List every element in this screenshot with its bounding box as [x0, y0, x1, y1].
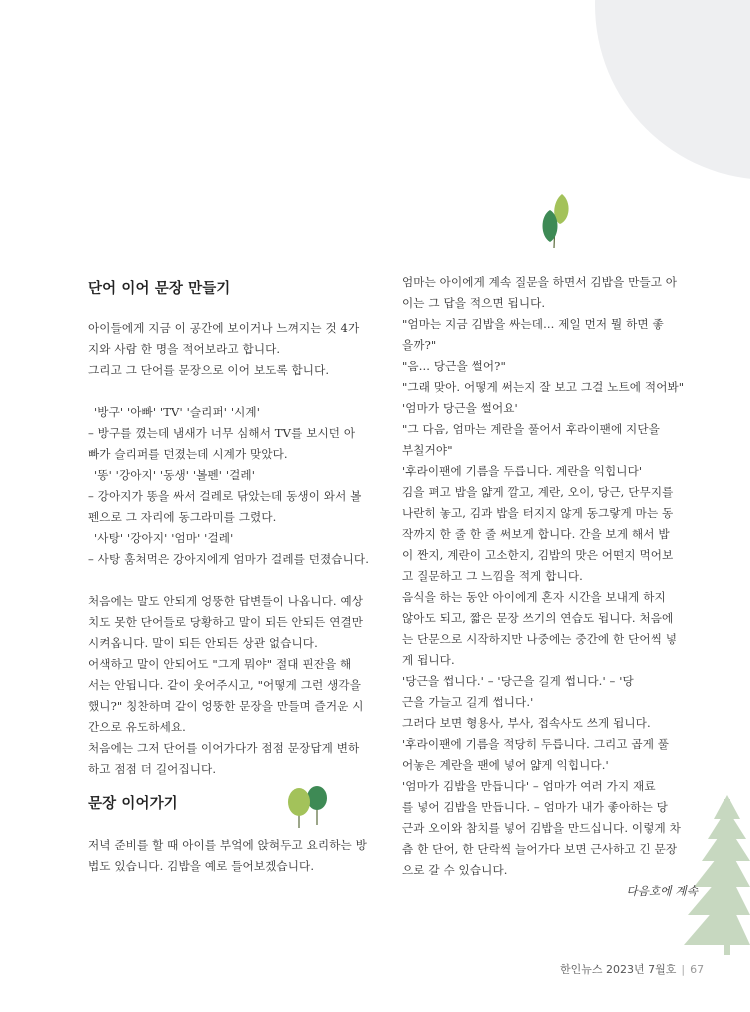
publication-name: 한인뉴스 2023년 7월호: [560, 963, 677, 976]
paragraph-line: 않아도 되고, 짧은 문장 쓰기의 연습도 됩니다. 처음에: [402, 611, 674, 625]
example-sentence: – 사탕 훔쳐먹은 강아지에게 엄마가 걸레를 던졌습니다.: [88, 552, 369, 566]
paragraph-line: '엄마가 김밥을 만듭니다' – 엄마가 여러 가지 재료: [402, 779, 656, 793]
paragraph-line: '후라이팬에 기름을 적당히 두릅니다. 그리고 곱게 풀: [402, 737, 670, 751]
example-words: '방구' '아빠' 'TV' '슬리퍼' '시계': [94, 405, 261, 419]
paragraph-line: 처음에는 말도 안되게 엉뚱한 답변들이 나옵니다. 예상: [88, 594, 364, 608]
example-words: '똥' '강아지' '동생' '볼펜' '걸레': [94, 468, 256, 482]
paragraph-line: 시켜옵니다. 말이 되든 안되든 상관 없습니다.: [88, 636, 318, 650]
example-words: '사탕' '강아지' '엄마' '걸레': [94, 531, 234, 545]
section-heading-continue-sentence: 문장 이어가기: [88, 796, 178, 812]
paragraph-line: 하고 점점 더 길어집니다.: [88, 762, 217, 776]
page-number: 67: [690, 963, 705, 976]
paragraph-line: 법도 있습니다. 김밥을 예로 들어보겠습니다.: [88, 859, 315, 873]
paragraph-line: 간으로 유도하세요.: [88, 720, 186, 734]
paragraph-line: 했니?" 칭찬하며 같이 엉뚱한 문장을 만들며 즐거운 시: [88, 699, 364, 713]
paragraph-line: 김을 펴고 밥을 얇게 깔고, 계란, 오이, 당근, 단무지를: [402, 485, 674, 499]
paragraph-line: 이는 그 답을 적으면 됩니다.: [402, 296, 546, 310]
example-sentence: 빠가 슬리퍼를 던졌는데 시계가 맞았다.: [88, 447, 288, 461]
paragraph-line: 나란히 놓고, 김과 밥을 터지지 않게 동그랗게 마는 동: [402, 506, 674, 520]
paragraph-line: 음식을 하는 동안 아이에게 혼자 시간을 보내게 하지: [402, 590, 666, 604]
paragraph-line: "엄마는 지금 김밥을 싸는데... 제일 먼저 뭘 하면 좋: [402, 317, 664, 331]
section-heading-word-sentence: 단어 이어 문장 만들기: [88, 281, 231, 297]
paragraph-line: 츰 한 단어, 한 단락씩 늘어가다 보면 근사하고 긴 문장: [402, 842, 678, 856]
paragraph-line: 게 됩니다.: [402, 653, 455, 667]
paragraph-line: 을까?": [402, 338, 437, 352]
paragraph-line: 근을 가늘고 길게 썹니다.': [402, 695, 534, 709]
paragraph-line: 는 단문으로 시작하지만 나중에는 중간에 한 단어씩 넣: [402, 632, 678, 646]
paragraph-line: '후라이팬에 기름을 두릅니다. 계란을 익힙니다': [402, 464, 643, 478]
right-column: [402, 272, 698, 902]
to-be-continued: 다음호에 계속: [626, 884, 698, 898]
paragraph-line: 작까지 한 줄 한 줄 써보게 합니다. 간을 보게 해서 밥: [402, 527, 670, 541]
example-sentence: – 강아지가 똥을 싸서 걸레로 닦았는데 동생이 와서 볼: [88, 489, 362, 503]
page-footer: [560, 961, 704, 977]
example-sentence: – 방구를 꼈는데 냄새가 너무 심해서 TV를 보시던 아: [88, 426, 356, 440]
paragraph-line: '당근을 썹니다.' – '당근을 길게 썹니다.' – '당: [402, 674, 634, 688]
paragraph-line: "그 다음, 엄마는 계란을 풀어서 후라이팬에 지단을: [402, 422, 660, 436]
footer-separator: |: [681, 963, 686, 976]
paragraph-line: 부칠거야": [402, 443, 453, 457]
decorative-circle: [595, 0, 750, 180]
left-column: [88, 266, 378, 877]
paragraph-line: 어색하고 말이 안되어도 "그게 뭐야" 절대 핀잔을 해: [88, 657, 352, 671]
example-sentence: 펜으로 그 자리에 동그라미를 그렸다.: [88, 510, 277, 524]
paragraph-line: '엄마가 당근을 썰어요': [402, 401, 518, 415]
paragraph-line: 어놓은 계란을 팬에 넣어 얇게 익힙니다.': [402, 758, 609, 772]
paragraph-line: 근과 오이와 참치를 넣어 김밥을 만드십니다. 이렇게 차: [402, 821, 681, 835]
paragraph-line: "음... 당근을 썰어?": [402, 359, 506, 373]
paragraph-line: "그래 맞아. 어떻게 써는지 잘 보고 그걸 노트에 적어봐": [402, 380, 685, 394]
paragraph-line: 지와 사람 한 명을 적어보라고 합니다.: [88, 342, 281, 356]
paragraph-line: 서는 안됩니다. 같이 웃어주시고, "어떻게 그런 생각을: [88, 678, 362, 692]
paragraph-line: 그러다 보면 형용사, 부사, 접속사도 쓰게 됩니다.: [402, 716, 651, 730]
paragraph-line: 저녁 준비를 할 때 아이를 부엌에 앉혀두고 요리하는 방: [88, 838, 367, 852]
paragraph-line: 이 짠지, 계란이 고소한지, 김밥의 맛은 어떤지 먹어보: [402, 548, 674, 562]
paragraph-line: 치도 못한 단어들로 당황하고 말이 되든 안되든 연결만: [88, 615, 364, 629]
paragraph-line: 처음에는 그저 단어를 이어가다가 점점 문장답게 변하: [88, 741, 360, 755]
paragraph-line: 를 넣어 김밥을 만듭니다. – 엄마가 내가 좋아하는 당: [402, 800, 668, 814]
paragraph-line: 엄마는 아이에게 계속 질문을 하면서 김밥을 만들고 아: [402, 275, 678, 289]
paragraph-line: 으로 갈 수 있습니다.: [402, 863, 508, 877]
paragraph-line: 그리고 그 단어를 문장으로 이어 보도록 합니다.: [88, 363, 330, 377]
paragraph-line: 고 질문하고 그 느낌을 적게 합니다.: [402, 569, 583, 583]
paragraph-line: 아이들에게 지금 이 공간에 보이거나 느껴지는 것 4가: [88, 321, 360, 335]
leaf-sprig-icon: [538, 192, 574, 250]
